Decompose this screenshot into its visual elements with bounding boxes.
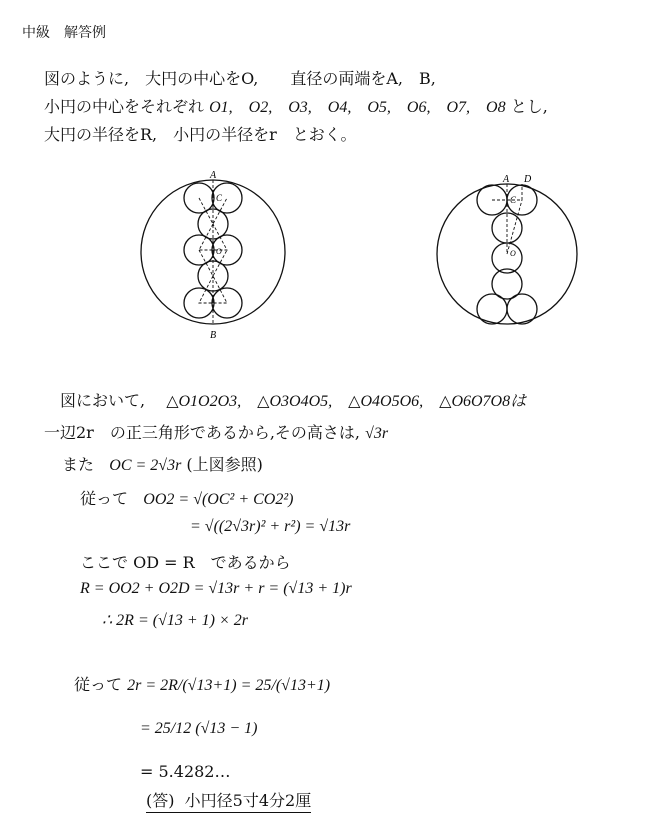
small-circle-o6 [477, 294, 507, 324]
dashed-triangles [199, 180, 227, 324]
label-d: D [524, 174, 532, 185]
label-o: O [216, 247, 222, 256]
center-label: O4, [327, 99, 368, 116]
small-diameter-equation: 2r = 2R/(√13+1) = 25/(√13+1) [127, 677, 331, 694]
center-label: O8 [486, 99, 506, 116]
oc-note: (上図参照) [186, 455, 263, 474]
center-label: O3, [288, 99, 328, 116]
triangle-label: △O4O5O6, [332, 393, 424, 410]
oo2-equation: OO2 = √(OC² + CO2²) [143, 491, 294, 508]
center-labels [209, 97, 506, 116]
triangle-label: △O1O2O3, [150, 393, 242, 410]
label-c: C [216, 193, 223, 203]
intro-line-2-tail: とし, [510, 97, 548, 116]
solution-line-3 [62, 452, 263, 475]
solution-line-therefore-2 [74, 672, 330, 695]
center-label: O7, [446, 99, 487, 116]
therefore-label-2: 従って [74, 675, 123, 694]
small-circle-o7 [507, 294, 537, 324]
intro-line-2-text: 小円の中心をそれぞれ [44, 97, 205, 116]
height-value: √3r [365, 425, 389, 442]
right-circle-figure [432, 170, 582, 340]
answer-text: 小円径5寸4分2厘 [184, 791, 312, 810]
intro-line-1: 図のように, 大円の中心をO, 直径の両端をA, B, [44, 69, 436, 88]
r-equation: R = OO2 + O2D = √13r + r = (√13 + 1)r [80, 580, 352, 597]
answer-label: (答) [146, 791, 175, 810]
side-length-text: 一辺2r の正三角形であるから,その高さは, [44, 423, 361, 442]
small-diameter-simplified: = 25/12 (√13 − 1) [140, 720, 258, 737]
intro-line-2 [44, 94, 548, 117]
solution-line-here: ここで OD = R であるから [80, 553, 291, 572]
oo2-equation-continued: = √((2√3r)² + r²) = √13r [190, 518, 351, 535]
label-b: B [210, 330, 217, 340]
intro-line-3: 大円の半径をR, 小円の半径をr とおく。 [44, 125, 357, 144]
figure-ref: 図において, [60, 391, 146, 410]
triangle-label: △O6O7O8は [423, 393, 527, 410]
label-c: C [510, 195, 517, 205]
label-a: A [503, 174, 510, 185]
therefore-label-1: 従って [80, 489, 129, 508]
triangle-label: △O3O4O5, [241, 393, 333, 410]
center-label: O2, [248, 99, 289, 116]
solution-line-2 [44, 420, 388, 443]
oc-equation: OC = 2√3r [109, 457, 182, 474]
center-label: O6, [406, 99, 447, 116]
label-a: A [210, 170, 217, 181]
center-label: O5, [367, 99, 407, 116]
two-r-equation: ∴ 2R = (√13 + 1) × 2r [102, 612, 249, 629]
also-label: また [62, 455, 95, 474]
solution-line-4 [80, 486, 293, 509]
numeric-value: = 5.4282… [140, 762, 231, 781]
center-label: O1, [209, 99, 249, 116]
page-header: 中級 解答例 [22, 25, 106, 41]
answer-line [146, 788, 311, 813]
triangle-list [150, 391, 526, 410]
solution-line-1 [60, 388, 526, 411]
label-o: O [510, 249, 516, 258]
left-circle-figure [138, 170, 288, 340]
